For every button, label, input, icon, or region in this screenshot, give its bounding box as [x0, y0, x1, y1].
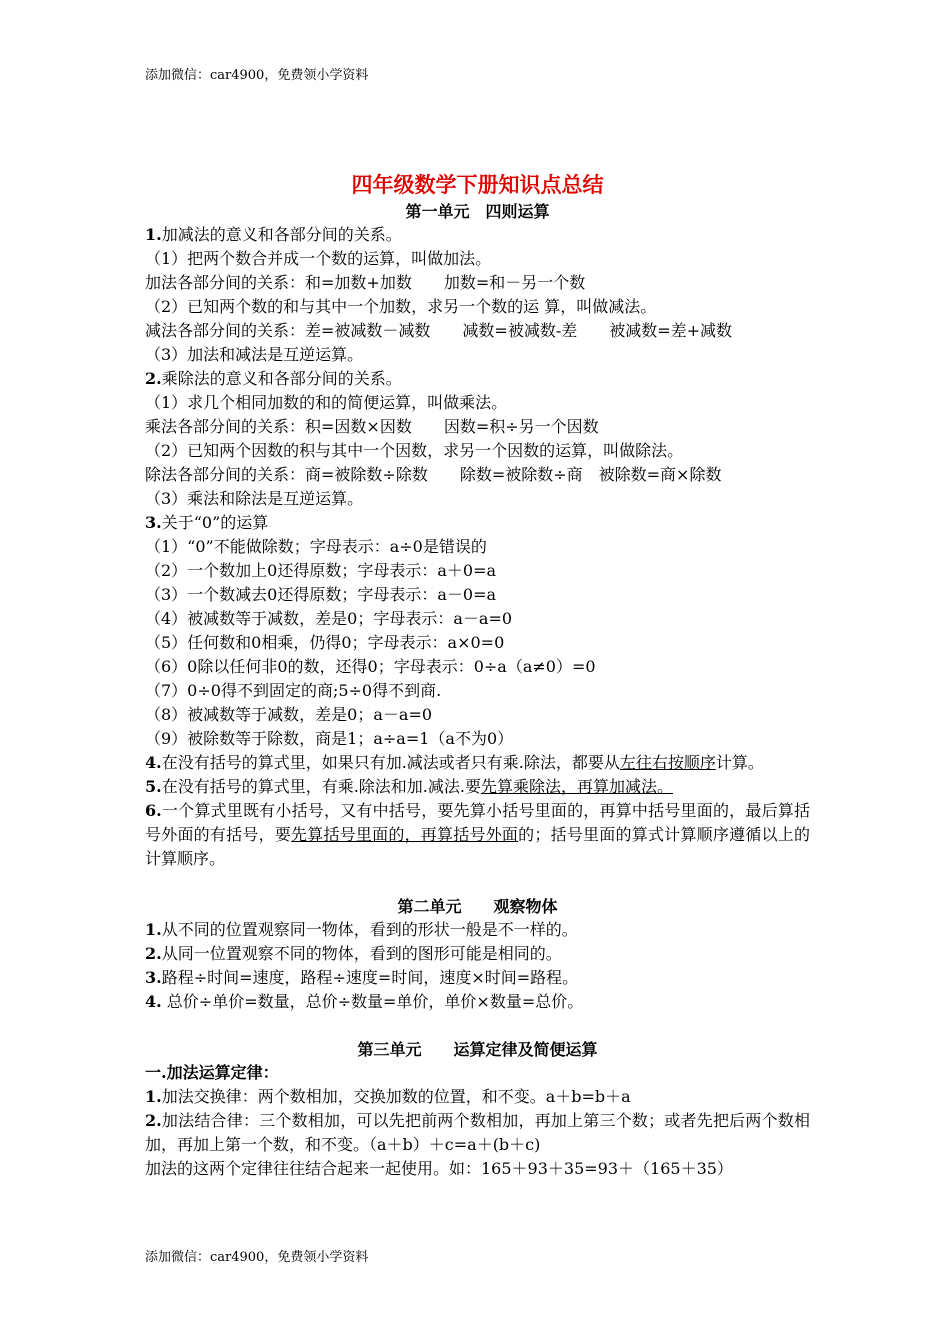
- unit2-point-4: 4. 总价÷单价=数量，总价÷数量=单价，单价×数量=总价。: [145, 992, 584, 1011]
- unit1-line: （4）被减数等于减数，差是0；字母表示：a－a=0: [145, 609, 513, 628]
- document-body: [145, 170, 810, 1181]
- unit3-point-2: 2.加法结合律：三个数相加，可以先把前两个数相加，再加上第三个数；或者先把后两个数相加，再加上第一个数，和不变。（a＋b）＋c=a＋(b＋c): [145, 1111, 810, 1154]
- page-title: 四年级数学下册知识点总结: [351, 172, 604, 197]
- unit1-line: （6）0除以任何非0的数，还得0；字母表示：0÷a（a≠0）=0: [145, 657, 596, 676]
- unit1-point-6: 6.一个算式里既有小括号，又有中括号，要先算小括号里面的，再算中括号里面的，最后算括号外面的有括号，要先算括号里面的，再算括号外面的；括号里面的算式计算顺序遵循以上的计算顺序。: [145, 801, 810, 868]
- unit3-subheading: 一.加法运算定律：: [145, 1063, 279, 1082]
- unit1-line: 加法各部分间的关系：和=加数+加数 加数=和－另一个数: [145, 273, 586, 292]
- unit1-line: （2）一个数加上0还得原数；字母表示：a＋0=a: [145, 561, 497, 580]
- unit1-line: 乘法各部分间的关系：积=因数×因数 因数=积÷另一个因数: [145, 417, 599, 436]
- unit1-point-1: 1.加减法的意义和各部分间的关系。: [145, 225, 402, 244]
- unit1-line: （7）0÷0得不到固定的商;5÷0得不到商.: [145, 681, 442, 700]
- unit1-line: （1）求几个相同加数的和的简便运算，叫做乘法。: [145, 393, 508, 412]
- unit3-point-1: 1.加法交换律：两个数相加，交换加数的位置，和不变。a＋b=b＋a: [145, 1087, 631, 1106]
- unit2-point-2: 2.从同一位置观察不同的物体，看到的图形可能是相同的。: [145, 944, 562, 963]
- unit1-point-3: 3.关于“0”的运算: [145, 513, 269, 532]
- unit1-line: 除法各部分间的关系：商=被除数÷除数 除数=被除数÷商 被除数=商×除数: [145, 465, 722, 484]
- unit1-point-4: 4.在没有括号的算式里，如果只有加.减法或者只有乘.除法，都要从左往右按顺序计算。: [145, 753, 764, 772]
- unit1-point-5: 5.在没有括号的算式里，有乘.除法和加.减法.要先算乘除法，再算加减法。: [145, 777, 673, 796]
- unit1-line: （3）加法和减法是互逆运算。: [145, 345, 364, 364]
- unit1-line: （3）乘法和除法是互逆运算。: [145, 489, 364, 508]
- unit1-line: （2）已知两个数的和与其中一个加数，求另一个数的运 算，叫做减法。: [145, 297, 657, 316]
- unit2-point-3: 3.路程÷时间=速度，路程÷速度=时间，速度×时间=路程。: [145, 968, 579, 987]
- unit3-line: 加法的这两个定律往往结合起来一起使用。如：165＋93＋35=93＋（165＋35）: [145, 1159, 733, 1178]
- unit1-line: （8）被减数等于减数，差是0；a－a=0: [145, 705, 433, 724]
- page-footer: 添加微信：car4900，免费领小学资料: [145, 1250, 369, 1265]
- page-header: 添加微信：car4900，免费领小学资料: [145, 68, 369, 83]
- unit1-line: （3）一个数减去0还得原数；字母表示：a－0=a: [145, 585, 497, 604]
- unit1-line: 减法各部分间的关系：差=被减数－减数 减数=被减数-差 被减数=差+减数: [145, 321, 733, 340]
- unit1-line: （1）“0”不能做除数；字母表示：a÷0是错误的: [145, 537, 487, 556]
- unit1-line: （5）任何数和0相乘，仍得0；字母表示：a×0=0: [145, 633, 505, 652]
- unit1-line: （1）把两个数合并成一个数的运算，叫做加法。: [145, 249, 492, 268]
- unit3-heading: 第三单元 运算定律及简便运算: [357, 1040, 598, 1059]
- unit2-point-1: 1.从不同的位置观察同一物体，看到的形状一般是不一样的。: [145, 920, 578, 939]
- unit1-point-2: 2.乘除法的意义和各部分间的关系。: [145, 369, 402, 388]
- unit2-heading: 第二单元 观察物体: [397, 897, 558, 916]
- unit1-heading: 第一单元 四则运算: [405, 202, 550, 221]
- unit1-line: （2）已知两个因数的积与其中一个因数，求另一个因数的运算，叫做除法。: [145, 441, 684, 460]
- unit1-line: （9）被除数等于除数，商是1；a÷a=1（a不为0）: [145, 729, 514, 748]
